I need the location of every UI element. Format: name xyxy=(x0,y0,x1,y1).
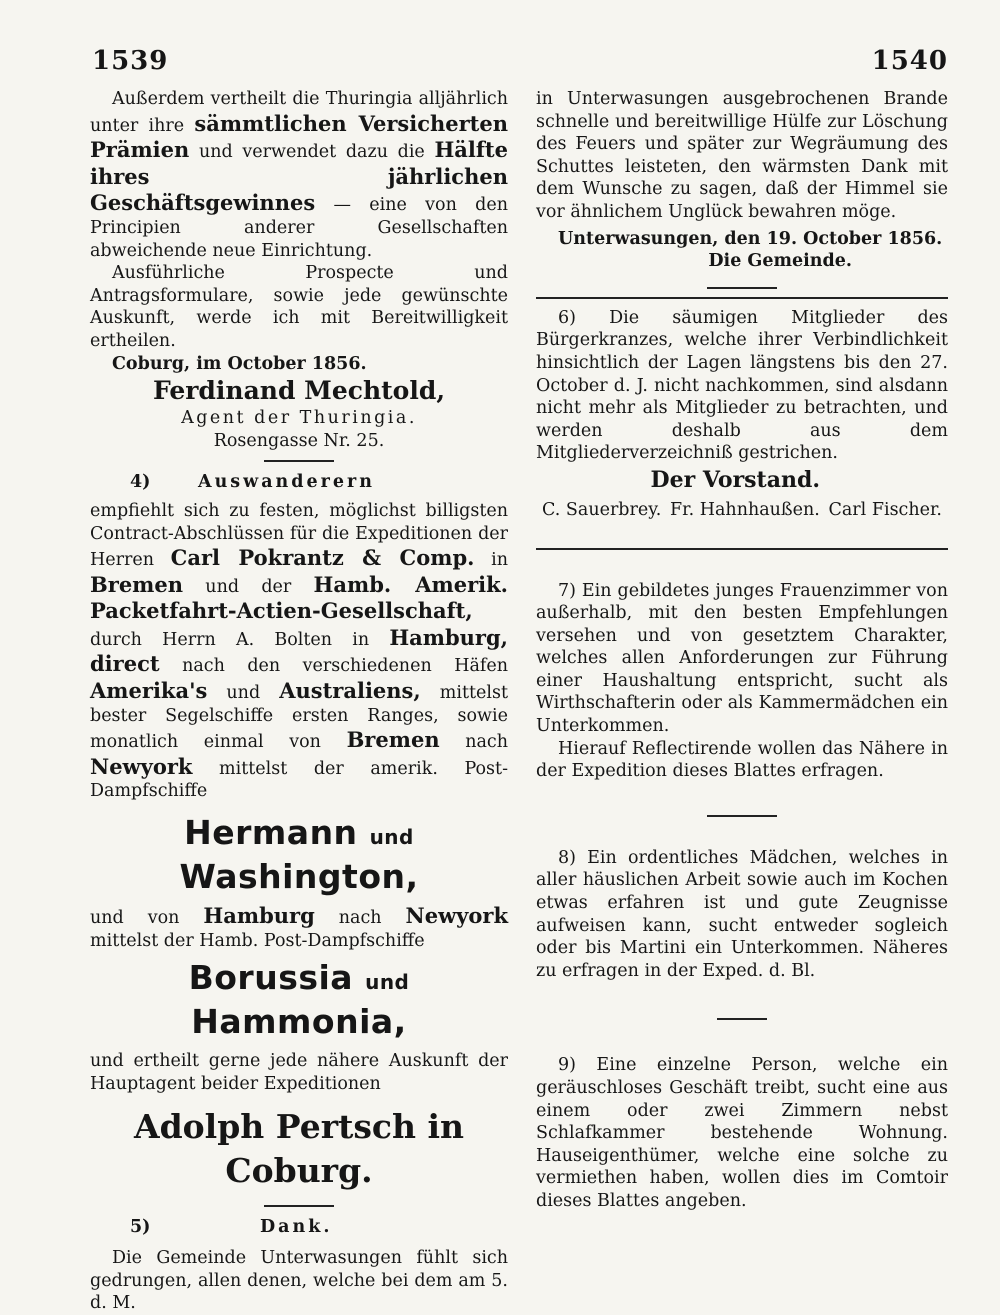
column-rule xyxy=(536,548,948,550)
signer-address: Rosengasse Nr. 25. xyxy=(213,430,385,451)
emphasis-text: sämmtlichen Versicherten Prämien xyxy=(90,110,508,163)
text: nach xyxy=(314,908,406,929)
ad9-body: 9) Eine einzelne Person, welche ein geräuschloses Geschäft treibt, sucht eine aus einem oder zwei Zimmern nebst Schlafkammer bestehende Wohnung. Hauseigenthümer, welche eine solche zu vermiethen haben, wollen dies im Comtoir dieses Blattes angeben. xyxy=(536,1055,948,1211)
ship-name: Washington, xyxy=(179,857,419,897)
signer: C. Sauerbrey. xyxy=(542,499,662,520)
left-column xyxy=(90,88,508,1315)
separator-rule xyxy=(717,1018,767,1020)
ad8-body: 8) Ein ordentliches Mädchen, welches in aller häuslichen Arbeit sowie auch im Kochen etwas erfahren ist und gute Zeugnisse aufweisen kann, sucht entweder sogleich oder bis Martini ein Unterkommen. Näheres zu erfragen in der Exped. d. Bl. xyxy=(536,847,948,981)
dank-signature: Die Gemeinde. xyxy=(708,251,852,272)
ad5-body: Die Gemeinde Unterwasungen fühlt sich gedrungen, allen denen, welche bei dem am 5. d. M. xyxy=(90,1248,508,1314)
region-name: Australiens, xyxy=(279,678,421,704)
text: und verwendet dazu die xyxy=(189,142,435,163)
text: und der xyxy=(183,576,314,597)
ship-name: Hammonia, xyxy=(191,1002,407,1042)
dank-date: Unterwasungen, den 19. October 1856. xyxy=(558,228,943,249)
conjunction: und xyxy=(369,825,414,850)
ship-name: Borussia xyxy=(188,958,354,998)
text: mittelst der Hamb. Post-Dampfschiffe xyxy=(90,930,425,951)
region-name: Amerika's xyxy=(90,678,208,704)
text: nach den verschiedenen Häfen xyxy=(159,656,508,677)
signer: Carl Fischer. xyxy=(828,499,942,520)
page-number-left: 1539 xyxy=(92,46,169,76)
signer: Fr. Hahnhaußen. xyxy=(670,499,820,520)
text: nach xyxy=(439,732,508,753)
agent-name: Adolph Pertsch in Coburg. xyxy=(133,1107,465,1191)
ship-names-2 xyxy=(90,958,508,1042)
ad4-body xyxy=(90,500,508,803)
text: und xyxy=(207,683,280,704)
ad-heading: Auswanderern xyxy=(198,472,375,493)
ad7-body-2: Hierauf Reflectirende wollen das Nähere in der Expedition dieses Blattes erfragen. xyxy=(536,738,948,782)
page-number-right: 1540 xyxy=(871,46,948,76)
conjunction: und xyxy=(365,970,410,995)
ad6-body: 6) Die säumigen Mitglieder des Bürgerkranzes, welche ihrer Verbindlichkeit hinsichtlich der Lagen längstens bis den 27. October d. J. nicht nachkommen, sind alsdann nicht mehr als Mitglieder zu betrachten, und werden deshalb aus dem Mitgliederverzeichniß gestrichen. xyxy=(536,307,948,464)
ship-names-1 xyxy=(90,813,508,897)
ship-name: Hermann xyxy=(184,813,358,853)
ad-number: 5) xyxy=(130,1217,151,1238)
text: — eine von den Principien anderer Gesellschaften abweichende neue Einrichtung. xyxy=(90,195,508,261)
text: Außerdem vertheilt die Thuringia alljährlich unter ihre xyxy=(90,89,508,136)
city-name: Hamburg, direct xyxy=(90,624,508,677)
ad4-body-3: und ertheilt gerne jede nähere Auskunft der Hauptagent beider Expeditionen xyxy=(90,1051,508,1094)
company-name: Carl Pokrantz & Comp. xyxy=(170,545,475,571)
ad7-body: 7) Ein gebildetes junges Frauenzimmer von außerhalb, mit den besten Empfehlungen versehen und von gesetztem Charakter, welches allen Anforderungen zur Führung einer Haushaltung entspricht, sucht als Wirthschafterin oder als Kammermädchen ein Unterkommen. xyxy=(536,580,948,737)
dank-continuation: in Unterwasungen ausgebrochenen Brande schnelle und bereitwillige Hülfe zur Löschung des Feuers und später zur Wegräumung des Schuttes leisteten, den wärmsten Dank mit dem Wunsche zu sagen, daß der Himmel sie vor ähnlichem Unglück bewahren möge. xyxy=(536,89,948,222)
text: in xyxy=(474,550,508,571)
city-name: Bremen xyxy=(90,571,184,597)
place-date: Coburg, im October 1856. xyxy=(112,353,367,374)
separator-rule xyxy=(264,460,334,462)
city-name: Bremen xyxy=(346,727,440,753)
text: empfiehlt sich zu festen, möglichst billigsten Contract-Abschlüssen für die Expeditionen der Herren xyxy=(90,500,508,571)
thuringia-paragraph xyxy=(90,88,508,262)
right-column xyxy=(536,88,948,1213)
ad-heading: Dank. xyxy=(260,1217,333,1238)
ad4-body-2 xyxy=(90,903,508,952)
text: durch Herrn A. Bolten in xyxy=(90,629,390,650)
ad-number: 4) xyxy=(130,472,151,493)
city-name: Newyork xyxy=(90,753,193,779)
prospect-paragraph: Ausführliche Prospecte und Antragsformulare, sowie jede gewünschte Auskunft, werde ich mit Bereitwilligkeit ertheilen. xyxy=(90,263,508,351)
city-name: Newyork xyxy=(405,903,508,929)
separator-rule xyxy=(264,1205,334,1207)
text: mittelst bester Segelschiffe ersten Ranges, sowie monatlich einmal von xyxy=(90,683,508,753)
company-name: Hamb. Amerik. Packetfahrt-Actien-Gesellschaft, xyxy=(90,571,508,624)
ad6-signers xyxy=(536,499,948,522)
ad6-signature: Der Vorstand. xyxy=(650,466,820,493)
ad4-heading-line xyxy=(90,471,508,494)
text: und von xyxy=(90,908,204,929)
city-name: Hamburg xyxy=(203,903,315,929)
signer-role: Agent der Thuringia. xyxy=(181,408,417,429)
separator-rule xyxy=(707,815,777,817)
signer-name: Ferdinand Mechtold, xyxy=(152,376,446,406)
ad5-heading-line xyxy=(90,1216,508,1239)
emphasis-text: Hälfte ihres jährlichen Geschäftsgewinnes xyxy=(90,137,508,216)
separator-rule xyxy=(707,287,777,289)
column-rule xyxy=(536,297,948,299)
text: mittelst der amerik. Post-Dampfschiffe xyxy=(90,758,508,802)
